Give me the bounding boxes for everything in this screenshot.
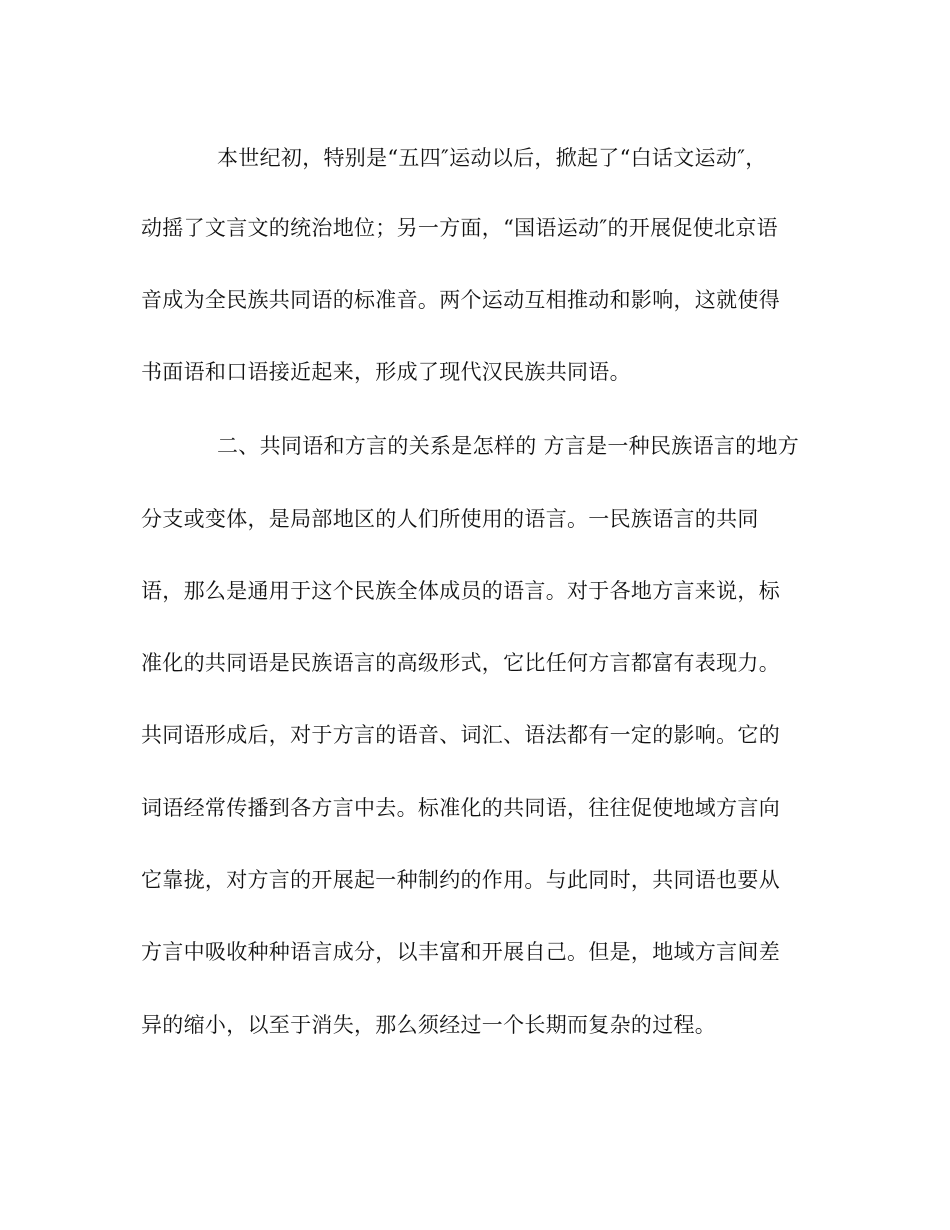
- paragraph-2-line-9: 异的缩小，以至于消失，那么须经过一个长期而复杂的过程。: [141, 1013, 717, 1037]
- paragraph-2-line-1: 二、共同语和方言的关系是怎样的 方言是一种民族语言的地方: [217, 434, 800, 458]
- paragraph-2-line-3: 语，那么是通用于这个民族全体成员的语言。对于各地方言来说，标: [141, 579, 780, 603]
- paragraph-2-line-8: 方言中吸收种种语言成分，以丰富和开展自己。但是，地域方言间差: [141, 940, 780, 964]
- paragraph-1-line-1: 本世纪初，特别是“五四″运动以后，掀起了“白话文运动″，: [217, 146, 767, 170]
- paragraph-2-line-2: 分支或变体，是局部地区的人们所使用的语言。一民族语言的共同: [141, 507, 759, 531]
- paragraph-2-line-5: 共同语形成后，对于方言的语音、词汇、语法都有一定的影响。它的: [141, 723, 780, 747]
- paragraph-2-line-4: 准化的共同语是民族语言的高级形式，它比任何方言都富有表现力。: [141, 651, 780, 675]
- paragraph-1-line-4: 书面语和口语接近起来，形成了现代汉民族共同语。: [141, 360, 631, 384]
- paragraph-1-line-3: 音成为全民族共同语的标准音。两个运动互相推动和影响，这就使得: [141, 288, 780, 312]
- paragraph-2-line-6: 词语经常传播到各方言中去。标准化的共同语，往往促使地域方言向: [141, 796, 780, 820]
- paragraph-2-line-7: 它靠拢，对方言的开展起一种制约的作用。与此同时，共同语也要从: [141, 868, 780, 892]
- paragraph-1-line-2: 动摇了文言文的统治地位；另一方面，“国语运动″的开展促使北京语: [141, 216, 778, 240]
